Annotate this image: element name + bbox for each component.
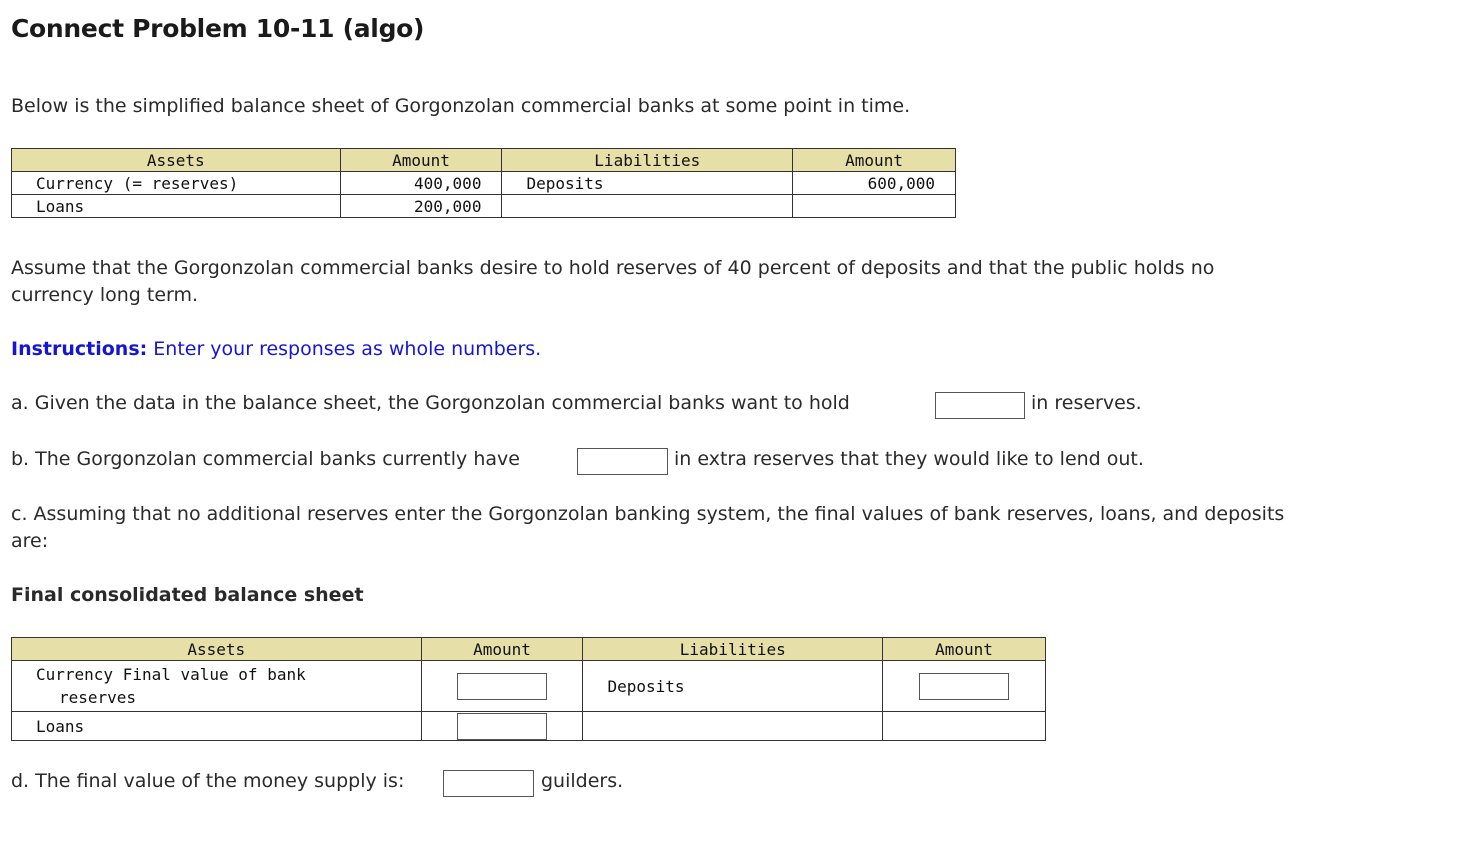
asset-cell: Loans <box>12 712 422 741</box>
instructions <box>11 336 541 363</box>
liability-cell: Deposits <box>583 661 883 712</box>
page-title: Connect Problem 10-11 (algo) <box>11 14 425 43</box>
question-b-suffix: in extra reserves that they would like to lend out. <box>674 448 1144 470</box>
amount-cell: 400,000 <box>340 172 502 195</box>
amount-cell: 600,000 <box>793 172 956 195</box>
table-row <box>12 172 956 195</box>
header-amount: Amount <box>793 149 956 172</box>
header-amount: Amount <box>883 638 1046 661</box>
final-loans-input[interactable] <box>457 713 547 740</box>
amount-cell: 200,000 <box>340 195 502 218</box>
asset-cell <box>12 661 422 712</box>
table-header-row <box>12 149 956 172</box>
intro-text: Below is the simplified balance sheet of Gorgonzolan commercial banks at some point in time. <box>11 95 911 117</box>
question-d-text: d. The final value of the money supply is: <box>11 770 405 792</box>
assumption-line-2: currency long term. <box>11 284 199 306</box>
excess-reserves-input[interactable] <box>577 448 668 475</box>
header-liabilities: Liabilities <box>502 149 793 172</box>
header-assets: Assets <box>12 149 341 172</box>
final-deposits-input[interactable] <box>919 673 1009 700</box>
liability-cell <box>502 195 793 218</box>
liability-cell <box>583 712 883 741</box>
question-b-text: b. The Gorgonzolan commercial banks currently have <box>11 448 520 470</box>
question-a-suffix: in reserves. <box>1031 392 1142 414</box>
question-a-text: a. Given the data in the balance sheet, the Gorgonzolan commercial banks want to hold <box>11 392 850 414</box>
liability-cell: Deposits <box>502 172 793 195</box>
initial-balance-sheet <box>11 148 956 218</box>
instructions-label: Instructions: <box>11 338 148 360</box>
question-c-line-2: are: <box>11 530 49 552</box>
final-balance-heading: Final consolidated balance sheet <box>11 584 364 606</box>
reserves-desired-input[interactable] <box>935 392 1025 419</box>
question-c-line-1: c. Assuming that no additional reserves enter the Gorgonzolan banking system, the final values of bank reserves, loans, and deposits <box>11 503 1285 525</box>
table-row <box>12 661 1046 712</box>
final-balance-sheet <box>11 637 1046 741</box>
asset-cell: Loans <box>12 195 341 218</box>
money-supply-input[interactable] <box>443 770 534 797</box>
assumption-line-1: Assume that the Gorgonzolan commercial banks desire to hold reserves of 40 percent of deposits and that the public holds no <box>11 257 1215 279</box>
amount-cell <box>793 195 956 218</box>
question-d-suffix: guilders. <box>541 770 624 792</box>
amount-cell <box>883 661 1046 712</box>
header-amount: Amount <box>421 638 583 661</box>
table-row <box>12 195 956 218</box>
amount-cell <box>883 712 1046 741</box>
instructions-text: Enter your responses as whole numbers. <box>147 338 542 360</box>
table-row <box>12 712 1046 741</box>
final-reserves-label: Currency Final value of bank reserves <box>36 665 306 707</box>
amount-cell <box>421 661 583 712</box>
final-reserves-input[interactable] <box>457 673 547 700</box>
header-liabilities: Liabilities <box>583 638 883 661</box>
table-header-row <box>12 638 1046 661</box>
header-assets: Assets <box>12 638 422 661</box>
asset-cell: Currency (= reserves) <box>12 172 341 195</box>
header-amount: Amount <box>340 149 502 172</box>
amount-cell <box>421 712 583 741</box>
